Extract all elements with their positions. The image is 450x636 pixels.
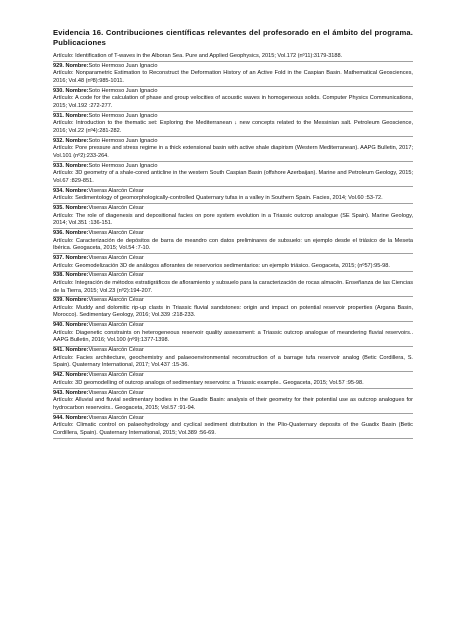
articulo-label: Artículo: (53, 329, 74, 336)
nombre-label: Nombre: (65, 62, 89, 69)
nombre-line (53, 230, 413, 238)
articulo-text: Caracterización de depósitos de barra de meandro con datos preliminares de subsuelo: un ejemplo desde el triásico de la Meseta Ibérica. Geogaceta, 2015; Vol.54 :7-10. (53, 237, 413, 252)
list-item (53, 230, 413, 254)
articulo-text: The role of diagenesis and depositional facies on pore system evolution in a Triassic outcrop analogue (SE Spain). Marine Geology, 2014; Vol.351 :136-151. (53, 212, 414, 227)
list-item (53, 53, 413, 62)
nombre-label: Nombre: (65, 372, 89, 379)
nombre-line (53, 272, 413, 280)
list-item (53, 272, 413, 296)
entry-number: 936. (53, 229, 64, 236)
nombre-value: Viseras Alarcón César (88, 347, 144, 354)
nombre-label: Nombre: (65, 87, 89, 94)
list-item (53, 205, 413, 229)
nombre-label: Nombre: (65, 187, 89, 194)
articulo-line (53, 170, 413, 185)
articulo-label: Artículo: (53, 354, 74, 361)
entry-number: 944. (53, 414, 64, 421)
articulo-label: Artículo: (53, 304, 74, 311)
nombre-line (53, 88, 413, 96)
entry-number: 942. (53, 372, 64, 379)
articulo-text: A code for the calculation of phase and group velocities of acoustic waves in homogeneous solids. Computer Physics Communications, 2015; Vol.192 :272-277. (53, 95, 414, 109)
articulo-line (53, 53, 413, 61)
list-item (53, 138, 413, 162)
articulo-label: Artículo: (53, 379, 74, 386)
articulo-text: Pore pressure and stress regime in a thick extensional basin with active shale diapirism (Western Mediterranean). AAPG Bulletin, 2017; Vol.101 (nº2):233-264. (53, 145, 414, 159)
nombre-label: Nombre: (65, 229, 89, 236)
articulo-line (53, 305, 413, 320)
list-item (53, 188, 413, 205)
articulo-line (53, 263, 413, 271)
nombre-label: Nombre: (65, 297, 89, 304)
nombre-line (53, 255, 413, 263)
articulo-line (53, 120, 413, 135)
nombre-value: Soto Hermoso Juan Ignacio (88, 87, 158, 94)
entry-number: 931. (53, 112, 64, 119)
nombre-value: Viseras Alarcón César (88, 272, 144, 279)
articulo-label: Artículo: (53, 70, 74, 77)
nombre-label: Nombre: (65, 162, 89, 169)
articulo-text: Climatic control on palaeohydrology and cyclical sediment distribution in the Plio-Quaternary deposits of the Guadix Basin (Betic Cordillera, Spain). Quaternary International, 2015; Vol.389 :56-69. (53, 422, 413, 436)
page-title: Evidencia 16. Contribuciones científicas relevantes del profesorado en el ámbito del programa. Publicaciones (53, 28, 413, 47)
nombre-value: Viseras Alarcón César (88, 322, 144, 329)
nombre-label: Nombre: (65, 322, 89, 329)
articulo-text: Sedimentology of geomorphologically-controlled Quaternary tufas in a valley in Southern Spain. Facies, 2014; Vol.60 :53-72. (75, 195, 383, 202)
entry-number: 937. (53, 254, 64, 261)
nombre-label: Nombre: (65, 389, 89, 396)
articulo-line (53, 397, 413, 412)
articulo-text: Integración de métodos estratigráficos de afloramiento y subsuelo para la caracterización de rocas almacén. Enseñanza de las Ciencias de la Tierra, 2015; Vol.23 (nº2):194-207. (53, 279, 413, 294)
articulo-text: Muddy and dolomitic rip-up clasts in Triassic fluvial sandstones: origin and impact on potential reservoir properties (Argana Basin, Morocco). Sedimentary Geology, 2016; Vol.339 :218-233. (53, 304, 413, 319)
articulo-label: Artículo: (53, 95, 74, 102)
articulo-label: Artículo: (53, 145, 74, 152)
entry-number: 930. (53, 87, 64, 94)
list-item (53, 255, 413, 272)
articulo-text: Diagenetic constraints on heterogeneous reservoir quality assessment: a Triassic outcrop analogue of meandering fluvial reservoirs.. AAPG Bulletin, 2016; Vol.100 (nº9):1377-1398. (53, 329, 413, 344)
nombre-value: Viseras Alarcón César (88, 372, 144, 379)
nombre-value: Soto Hermoso Juan Ignacio (88, 162, 158, 169)
list-item (53, 347, 413, 371)
nombre-label: Nombre: (65, 272, 89, 279)
nombre-label: Nombre: (65, 205, 89, 211)
list-item (53, 322, 413, 346)
articulo-line (53, 380, 413, 388)
nombre-line (53, 113, 413, 121)
nombre-line (53, 205, 413, 213)
articulo-text: Facies architecture, geochemistry and palaeoenvironmental reconstruction of a barrage tufa reservoir analog (Betic Cordillera, S. Spain). Quaternary International, 2017; Vol.437 :15-36. (53, 354, 413, 369)
articulo-line (53, 280, 413, 295)
articulo-label: Artículo: (53, 170, 74, 177)
nombre-line (53, 63, 413, 71)
entry-number: 932. (53, 137, 64, 144)
nombre-label: Nombre: (65, 347, 89, 354)
entry-number: 940. (53, 322, 64, 329)
articulo-label: Artículo: (53, 195, 74, 202)
nombre-label: Nombre: (65, 112, 89, 119)
nombre-value: Viseras Alarcón César (88, 229, 144, 236)
nombre-label: Nombre: (65, 137, 89, 144)
nombre-value: Soto Hermoso Juan Ignacio (88, 112, 158, 119)
nombre-label: Nombre: (65, 254, 89, 261)
nombre-value: Soto Hermoso Juan Ignacio (88, 62, 158, 69)
entry-number: 939. (53, 297, 64, 304)
articulo-label: Artículo: (53, 279, 74, 286)
articulo-line (53, 330, 413, 345)
articulo-text: Alluvial and fluvial sedimentary bodies in the Guadix Basin: analysis of their geometry for their potential use as outcrop analogues for hydrocarbon reservoirs.. Geogaceta, 2015; Vol.57 :91-94. (53, 397, 413, 411)
nombre-line (53, 415, 413, 423)
nombre-line (53, 322, 413, 330)
articulo-label: Artículo: (53, 422, 74, 429)
articulo-line (53, 70, 413, 85)
articulo-label: Artículo: (53, 120, 74, 127)
articulo-line (53, 355, 413, 370)
articulo-line (53, 422, 413, 437)
nombre-value: Viseras Alarcón César (88, 187, 144, 194)
articulo-text: 3D geometry of a shale-cored anticline in the western South Caspian Basin (offshore Azerbaijan). Marine and Petroleum Geology, 2015; Vol.67 :829-851. (53, 170, 413, 184)
articulo-line (53, 195, 413, 203)
nombre-line (53, 163, 413, 171)
articulo-text: Geomodelización 3D de análogos aflorantes de reservorios sedimentarios: un ejemplo triásico. Geogaceta, 2015; (nº57):95-98. (75, 262, 390, 269)
articulo-line (53, 213, 413, 228)
nombre-value: Viseras Alarcón César (88, 297, 144, 304)
articulo-label: Artículo: (53, 53, 74, 59)
nombre-line (53, 188, 413, 196)
nombre-value: Viseras Alarcón César (88, 414, 144, 421)
nombre-line (53, 347, 413, 355)
list-item (53, 163, 413, 187)
entry-number: 935. (53, 205, 64, 211)
articulo-line (53, 238, 413, 253)
list-item (53, 372, 413, 389)
articulo-line (53, 145, 413, 160)
entry-number: 938. (53, 272, 64, 279)
nombre-value: Viseras Alarcón César (88, 205, 144, 211)
nombre-value: Soto Hermoso Juan Ignacio (88, 137, 158, 144)
articulo-label: Artículo: (53, 262, 74, 269)
document-page (53, 28, 413, 440)
articulo-line (53, 95, 413, 110)
list-item (53, 113, 413, 137)
articulo-text: Introduction to the thematic set: Exploring the Mediterranean ↓ new concepts related to the Messinian salt. Petroleum Geoscience, 2016; Vol.22 (nº4):281-282. (53, 120, 413, 134)
nombre-line (53, 390, 413, 398)
articulo-text: Nonparametric Estimation to Reconstruct the Deformation History of an Active Fold in the Caspian Basin. Mathematical Geosciences, 2016; Vol.48 (nº8):985-1011. (53, 70, 413, 84)
articulo-label: Artículo: (53, 237, 74, 244)
nombre-value: Viseras Alarcón César (88, 254, 144, 261)
nombre-value: Viseras Alarcón César (88, 389, 144, 396)
list-item (53, 390, 413, 414)
list-item (53, 88, 413, 112)
nombre-line (53, 372, 413, 380)
publication-list (53, 53, 413, 439)
list-item (53, 415, 413, 439)
nombre-line (53, 297, 413, 305)
entry-number: 933. (53, 162, 64, 169)
entry-number: 941. (53, 347, 64, 354)
articulo-label: Artículo: (53, 212, 74, 219)
entry-number: 943. (53, 389, 64, 396)
list-item (53, 63, 413, 87)
articulo-text: Identification of T-waves in the Alboran Sea. Pure and Applied Geophysics, 2015; Vol.172 (nº11):3179-3188. (75, 53, 343, 59)
nombre-line (53, 138, 413, 146)
entry-number: 929. (53, 62, 64, 69)
articulo-text: 3D geomodelling of outcrop analogs of sedimentary reservoirs: a Triassic example.. Geogaceta, 2015; Vol.57 :95-98. (75, 379, 364, 386)
list-item (53, 297, 413, 321)
entry-number: 934. (53, 187, 64, 194)
nombre-label: Nombre: (65, 414, 89, 421)
articulo-label: Artículo: (53, 397, 74, 404)
